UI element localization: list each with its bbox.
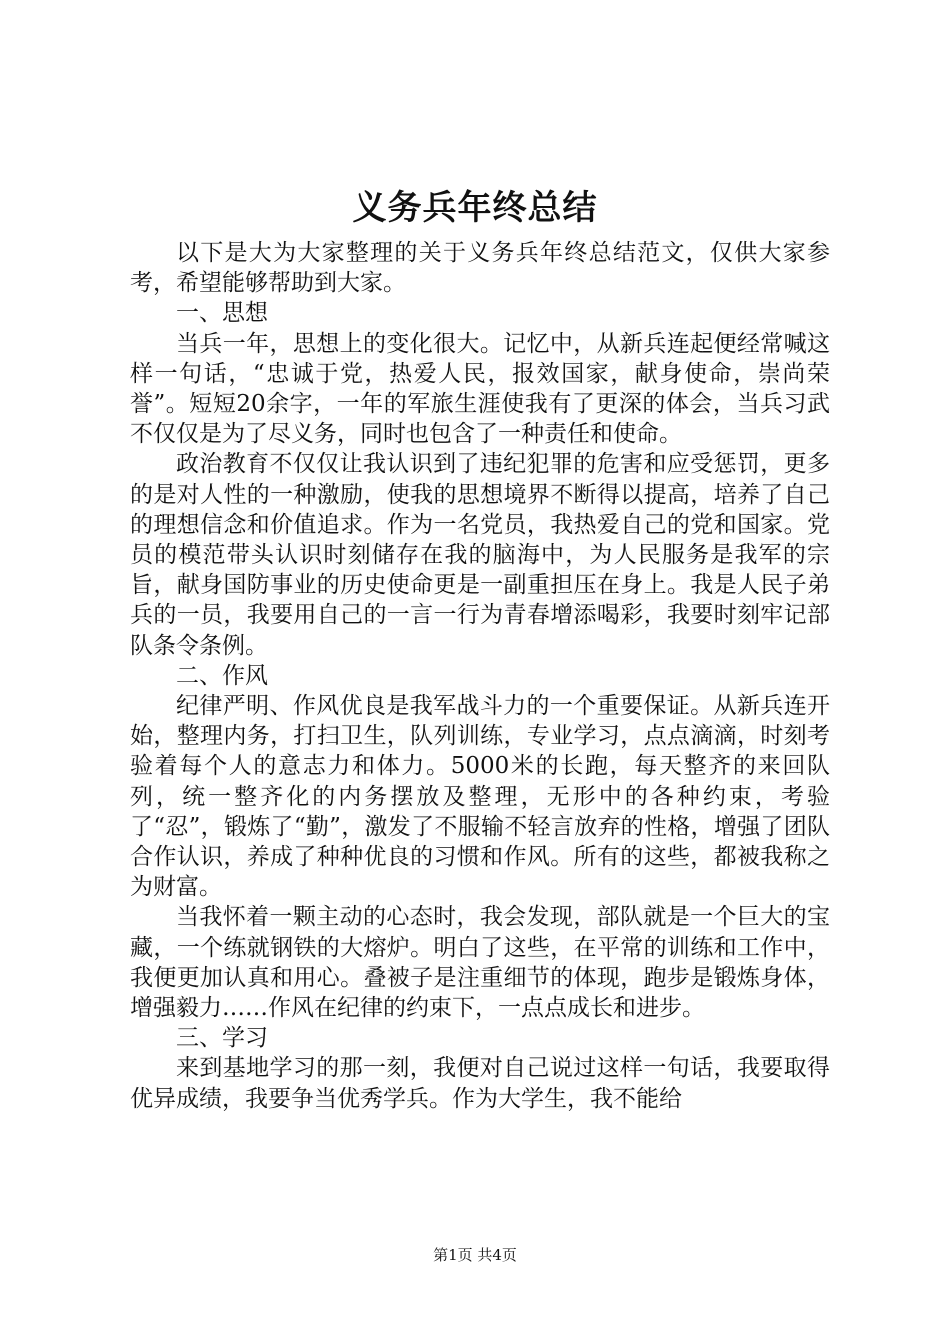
paragraph: 当我怀着一颗主动的心态时，我会发现，部队就是一个巨大的宝藏，一个练就钢铁的大熔炉。明白了这些，在平常的训练和工作中，我便更加认真和用心。叠被子是注重细节的体现，跑步是锻炼身体，增强毅力……作风在纪律的约束下，一点点成长和进步。 [130, 904, 830, 1022]
section-heading-study: 三、学习 [176, 1025, 268, 1052]
paragraph: 当兵一年，思想上的变化很大。记忆中，从新兵连起便经常喊这样一句话，“忠诚于党，热爱人民，报效国家，献身使命，崇尚荣誉”。短短20余字，一年的军旅生涯使我有了更深的体会，当兵习武不仅仅是为了尽义务，同时也包含了一种责任和使命。 [130, 330, 830, 448]
paragraph-intro: 以下是大为大家整理的关于义务兵年终总结范文，仅供大家参考，希望能够帮助到大家。 [130, 240, 830, 297]
paragraph: 纪律严明、作风优良是我军战斗力的一个重要保证。从新兵连开始，整理内务，打扫卫生，队列训练，专业学习，点点滴滴，时刻考验着每个人的意志力和体力。5000米的长跑，每天整齐的来回队列，统一整齐化的内务摆放及整理，无形中的各种约束，考验了“忍”，锻炼了“勤”，激发了不服输不轻言放弃的性格，增强了团队合作认识，养成了种种优良的习惯和作风。所有的这些，都被我称之为财富。 [130, 693, 830, 901]
page-footer: 第1页 共4页 [433, 1246, 517, 1264]
document-body [130, 238, 830, 1114]
section-heading-style: 二、作风 [176, 662, 268, 689]
document-title: 义务兵年终总结 [352, 188, 598, 228]
paragraph: 来到基地学习的那一刻，我便对自己说过这样一句话，我要取得优异成绩，我要争当优秀学兵。作为大学生，我不能给 [130, 1055, 830, 1112]
section-heading-thought: 一、思想 [176, 300, 268, 327]
paragraph: 政治教育不仅仅让我认识到了违纪犯罪的危害和应受惩罚，更多的是对人性的一种激励，使我的思想境界不断得以提高，培养了自己的理想信念和价值追求。作为一名党员，我热爱自己的党和国家。党员的模范带头认识时刻储存在我的脑海中，为人民服务是我军的宗旨，献身国防事业的历史使命更是一副重担压在身上。我是人民子弟兵的一员，我要用自己的一言一行为青春增添喝彩，我要时刻牢记部队条令条例。 [130, 451, 830, 659]
